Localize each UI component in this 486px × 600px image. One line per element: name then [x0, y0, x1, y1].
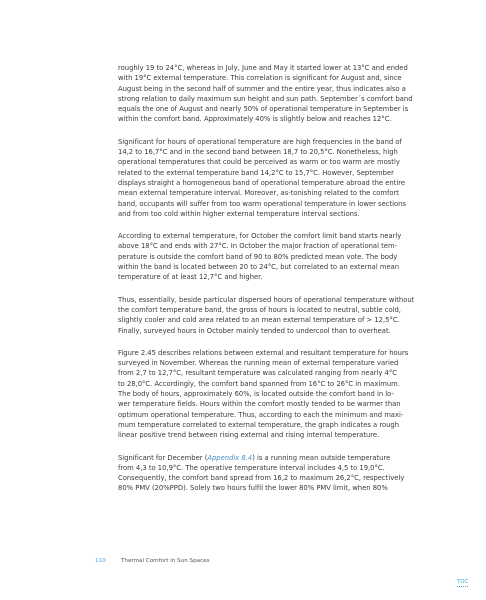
text-line: band, occupants will suffer from too warm operational temperature in lower sections — [118, 199, 406, 208]
paragraph-6 — [118, 453, 408, 494]
text-line: roughly 19 to 24°C, whereas in July, June and May it started lower at 13°C and ended — [118, 64, 408, 72]
text-line: strong relation to daily maximum sun height and sun path. September´s comfort band — [118, 94, 413, 103]
toc-link[interactable]: TOC — [457, 579, 469, 585]
text-line: According to external temperature, for October the comfort limit band starts nearly — [118, 232, 402, 241]
text-line: equals the one of August and nearly 50% of operational temperature in September is — [118, 105, 409, 114]
page-number: 110 — [95, 558, 106, 564]
text-line: linear positive trend between rising external and rising internal temperature. — [118, 431, 380, 440]
text-line: within the comfort band. Approximately 40% is slightly below and reaches 12°C. — [118, 115, 392, 124]
text-line: Figure 2.45 describes relations between external and resultant temperature for hours — [118, 348, 409, 357]
text-line: mean external temperature interval. Moreover, as-tonishing related to the comfort — [118, 189, 399, 198]
text-line: operational temperatures that could be perceived as warm or too warm are mostly — [118, 158, 400, 167]
paragraph-2 — [118, 137, 408, 219]
appendix-link[interactable]: Appendix 8.4 — [207, 453, 253, 462]
text-line: within the band is located between 20 to 24°C, but correlated to an external mean — [118, 263, 400, 272]
text-line: to 28,0°C. Accordingly, the comfort band spanned from 16°C to 26°C in maximum. — [118, 379, 400, 388]
paragraph-5 — [118, 348, 408, 441]
running-title: Thermal Comfort in Sun Spaces — [121, 558, 210, 564]
paragraph-3 — [118, 231, 408, 282]
text-line: from 4,3 to 10,9°C. The operative temperature interval includes 4,5 to 19,0°C. — [118, 463, 385, 472]
text-line — [118, 453, 408, 463]
text-line: Thus, essentially, beside particular dispersed hours of operational temperature without — [118, 295, 415, 304]
paragraph-4 — [118, 295, 415, 336]
text-line: with 19°C external temperature. This correlation is significant for August and, since — [118, 74, 402, 83]
text-line: displays straight a homogeneous band of operational temperature abroad the entire — [118, 178, 406, 187]
text-line: 80% PMV (20%PPD). Solely two hours fulfil the lower 80% PMV limit, when 80% — [118, 484, 388, 493]
text-line: and from too cold within higher external temperature interval sections. — [118, 209, 360, 218]
text-line: mum temperature correlated to external temperature, the graph indicates a rough — [118, 420, 400, 429]
text-fragment: ) is a running mean outside temperature — [252, 453, 391, 462]
text-line: the comfort temperature band, the gross of hours is located to neutral, subtle cold, — [118, 305, 401, 314]
text-line: wer temperature fields. Hours within the comfort mostly tended to be warmer than — [118, 400, 401, 409]
text-line: slightly cooler and cold area related to an mean external temperature of > 12,5°C. — [118, 316, 400, 325]
text-line: surveyed in November. Whereas the running mean of external temperature varied — [118, 359, 399, 368]
text-line: Significant for hours of operational temperature are high frequencies in the band of — [118, 137, 402, 146]
text-line: Consequently, the comfort band spread from 16,2 to maximum 26,2°C, respectively — [118, 474, 405, 483]
text-line: 14,2 to 16,7°C and in the second band between 18,7 to 20,5°C. Nonetheless, high — [118, 148, 398, 157]
text-line: from 2,7 to 12,7°C, resultant temperature was calculated ranging from nearly 4°C — [118, 369, 397, 378]
text-line: Finally, surveyed hours in October mainly tended to undercool than to overheat. — [118, 326, 391, 335]
text-line: related to the external temperature band 14,2°C to 15,7°C. However, September — [118, 168, 394, 177]
text-line: above 18°C and ends with 27°C. In October the major fraction of operational tem- — [118, 242, 397, 251]
text-line: temperature of at least 12,7°C and higher. — [118, 273, 263, 282]
page-footer — [95, 558, 210, 564]
text-fragment: Significant for December ( — [118, 453, 208, 462]
text-line: perature is outside the comfort band of 90 to 80% predicted mean vote. The body — [118, 252, 398, 261]
text-line: optimum operational temperature. Thus, according to each the minimum and maxi- — [118, 410, 404, 419]
body-text — [118, 63, 415, 506]
text-line: The body of hours, approximately 60%, is located outside the comfort band in lo- — [118, 390, 394, 399]
text-line: August being in the second half of summer and the entire year, thus indicates also a — [118, 84, 406, 93]
paragraph-1 — [118, 63, 413, 125]
